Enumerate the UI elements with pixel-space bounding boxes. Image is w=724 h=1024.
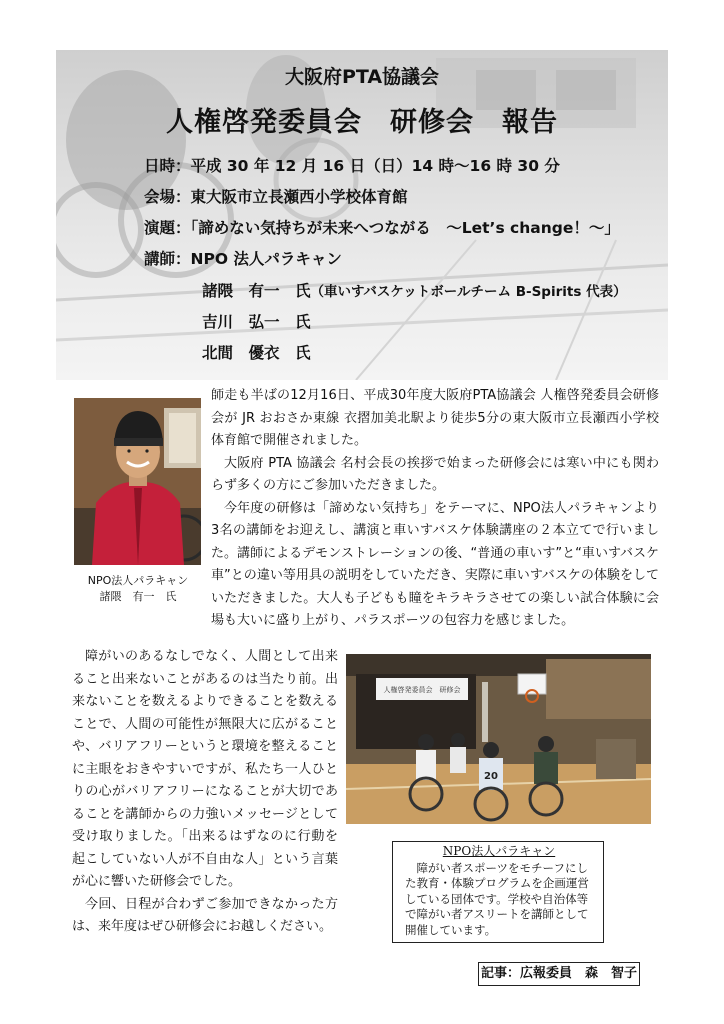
paragraph: 師走も半ばの12月16日、平成30年度大阪府PTA協議会 人権啓発委員会研修会が JR おおさか東線 衣摺加美北駅より徒歩5分の東大阪市立長瀬西小学校体育館で開催されました。 [211, 388, 659, 448]
event-venue: 会場：東大阪市立長瀬西小学校体育館 [144, 188, 408, 206]
event-topic: 演題：「諦めない気持ちが未来へつながる ～Let’s change！～」 [144, 219, 620, 237]
lecturer-name: 諸隈 有一 氏 [202, 282, 311, 300]
lecturer-item [202, 341, 311, 363]
lecturer-note: （車いすバスケットボールチーム B-Spirits 代表） [310, 284, 627, 300]
article-body-lower [72, 646, 338, 939]
lecturer-name: 吉川 弘一 氏 [202, 313, 311, 331]
event-date: 日時：平成 30 年 12 月 16 日（日）14 時～16 時 30 分 [144, 157, 560, 175]
header-banner [56, 50, 668, 380]
caption-name: 諸隈 有一 氏 [99, 590, 177, 603]
lecturer-organization: 講師：NPO 法人パラキャン [144, 250, 342, 268]
info-box-text: 障がい者スポーツをモチーフにした教育・体験プログラムを企画運営している団体です。学校や自治体等で障がい者アスリートを講師として開催しています。 [405, 860, 589, 937]
lecturer-name: 北間 優衣 氏 [202, 344, 311, 362]
page-title: 人権啓発委員会 研修会 報告 [166, 107, 558, 138]
jersey-number: 20 [484, 771, 498, 782]
lecturer-item [202, 279, 627, 301]
lecturer-item [202, 310, 311, 332]
gym-scene-illustration [346, 654, 651, 824]
gym-event-photo [346, 654, 651, 824]
caption-organization: NPO法人パラキャン [87, 574, 189, 587]
organization-info-box [392, 841, 604, 943]
paragraph: 今回、日程が合わずご参加できなかった方は、来年度はぜひ研修会にお越しください。 [72, 896, 338, 934]
article-credit: 記事：広報委員 森 智子 [478, 962, 640, 986]
organization-name: 大阪府PTA協議会 [284, 66, 440, 88]
portrait-illustration [74, 398, 201, 565]
info-box-title: NPO法人パラキャン [442, 844, 556, 858]
paragraph: 大阪府 PTA 協議会 名村会長の挨拶で始まった研修会には寒い中にも関わらず多くの方にご参加いただきました。 [211, 455, 659, 493]
portrait-caption [68, 573, 208, 605]
paragraph: 障がいのあるなしでなく、人間として出来ること出来ないことがあるのは当たり前。出来ないことを数えるよりできることを数えることで、人間の可能性が無限大に広がることや、バリアフリーというと環境を整えることに主眼をおきやすいですが、私たち一人ひとりの心がバリアフリーになることが大切であることを講師からの力強いメッセージとして受け取りました。「出来るはずなのに行動を起こしていない人が不自由な人」という言葉が心に響いた研修会でした。 [72, 649, 338, 889]
paragraph: 今年度の研修は「諦めない気持ち」をテーマに、NPO法人パラキャンより3名の講師をお迎えし、講演と車いすバスケ体験講座の２本立てで行いました。講師によるデモンストレーションの後、“普通の車いす”と“車いすバスケ車”との違い等用具の説明をしていただき、実際に車いすバスケの体験をしていただきました。大人も子どもも瞳をキラキラさせての楽しい試合体験に会場も大いに盛り上がり、パラスポーツの包容力を感じました。 [211, 500, 659, 628]
lecturer-portrait-photo [74, 398, 201, 565]
article-body-upper [211, 385, 659, 633]
banner-text: 人権啓発委員会 研修会 [383, 686, 461, 694]
